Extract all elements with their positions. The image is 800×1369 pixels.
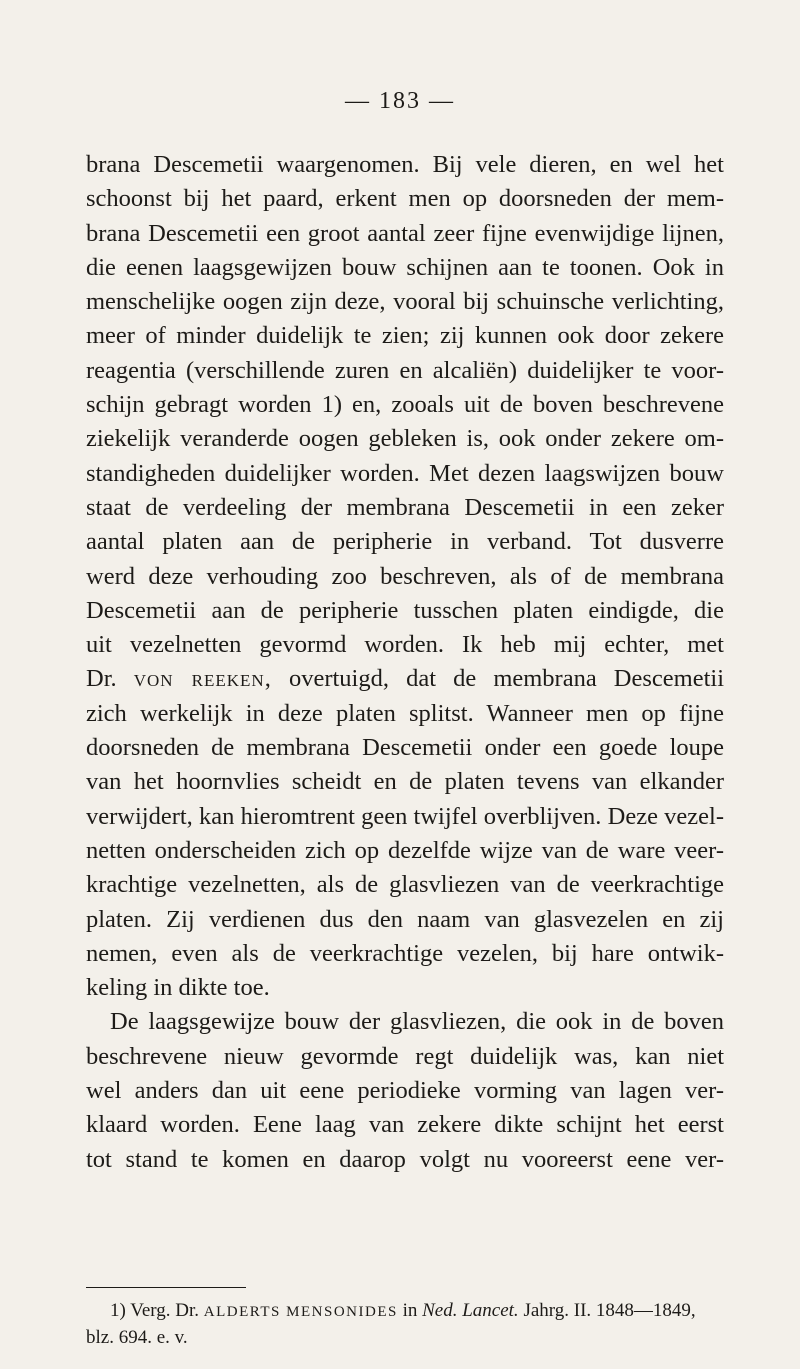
text-line: standigheden duidelijker worden. Met dezen laagswijzen bouw: [86, 459, 724, 487]
footnote-divider: [86, 1287, 246, 1288]
text-line: nemen, even als de veerkrachtige vezelen, bij hare ontwik-: [86, 939, 724, 967]
paragraph-start-line: De laagsgewijze bouw der glasvliezen, die ook in de boven: [110, 1008, 724, 1036]
text-line: tot stand te komen en daarop volgt nu vooreerst eene ver-: [86, 1145, 724, 1173]
text-line: van het hoornvlies scheidt en de platen tevens van elkander: [86, 768, 724, 796]
footnote-text: Verg. Dr.: [130, 1300, 200, 1321]
text-line: reagentia (verschillende zuren en alcaliën) duidelijker te voor-: [86, 356, 724, 384]
text-line: die eenen laagsgewijzen bouw schijnen aan te toonen. Ook in: [86, 253, 724, 281]
footnote-line: [86, 1298, 724, 1325]
text-line-with-name: [86, 662, 724, 696]
text-line: doorsneden de membrana Descemetii onder een goede loupe: [86, 734, 724, 762]
text-line: zich werkelijk in deze platen splitst. Wanneer men op fijne: [86, 699, 724, 727]
footnote-line: blz. 694. e. v.: [86, 1327, 188, 1348]
author-name: von reeken,: [133, 665, 272, 693]
footnote-journal: Ned. Lancet.: [422, 1300, 519, 1321]
text-line: schoonst bij het paard, erkent men op doorsneden der mem-: [86, 185, 724, 213]
text-line: menschelijke oogen zijn deze, vooral bij schuinsche verlichting,: [86, 288, 724, 316]
title-abbrev: Dr.: [86, 665, 117, 693]
text-line: schijn gebragt worden 1) en, zooals uit de boven beschrevene: [86, 391, 724, 419]
footnote-text: in: [402, 1300, 418, 1321]
footnote: [86, 1298, 724, 1351]
page-number: — 183 —: [345, 88, 455, 114]
text-line: werd deze verhouding zoo beschreven, als of de membrana: [86, 562, 724, 590]
footnote-authors: ALDERTS MENSONIDES: [203, 1304, 398, 1320]
text-line: krachtige vezelnetten, als de glasvliezen van de veerkrachtige: [86, 871, 724, 899]
text-line: brana Descemetii een groot aantal zeer fijne evenwijdige lijnen,: [86, 219, 724, 247]
text-line: brana Descemetii waargenomen. Bij vele dieren, en wel het: [86, 151, 724, 178]
text-fragment: overtuigd, dat de membrana Descemetii: [288, 665, 725, 693]
text-line: Descemetii aan de peripherie tusschen platen eindigde, die: [86, 596, 724, 624]
text-line: beschrevene nieuw gevormde regt duidelijk was, kan niet: [86, 1042, 724, 1070]
main-text-block: [86, 148, 724, 1177]
text-line: verwijdert, kan hieromtrent geen twijfel overblijven. Deze vezel-: [86, 802, 724, 830]
footnote-text: Jahrg. II. 1848—1849,: [523, 1300, 696, 1321]
text-line: meer of minder duidelijk te zien; zij kunnen ook door zekere: [86, 322, 724, 350]
footnote-marker: 1): [110, 1300, 126, 1321]
paragraph-end-line: keling in dikte toe.: [86, 974, 270, 1002]
text-line: ziekelijk veranderde oogen gebleken is, ook onder zekere om-: [86, 425, 724, 453]
text-line: platen. Zij verdienen dus den naam van glasvezelen en zij: [86, 905, 724, 933]
text-line: staat de verdeeling der membrana Descemetii in een zeker: [86, 493, 724, 521]
text-line: klaard worden. Eene laag van zekere dikte schijnt het eerst: [86, 1111, 724, 1139]
text-line: netten onderscheiden zich op dezelfde wijze van de ware veer-: [86, 836, 724, 864]
text-line: wel anders dan uit eene periodieke vorming van lagen ver-: [86, 1077, 724, 1105]
text-line: uit vezelnetten gevormd worden. Ik heb mij echter, met: [86, 631, 724, 659]
text-line: aantal platen aan de peripherie in verband. Tot dusverre: [86, 528, 724, 556]
